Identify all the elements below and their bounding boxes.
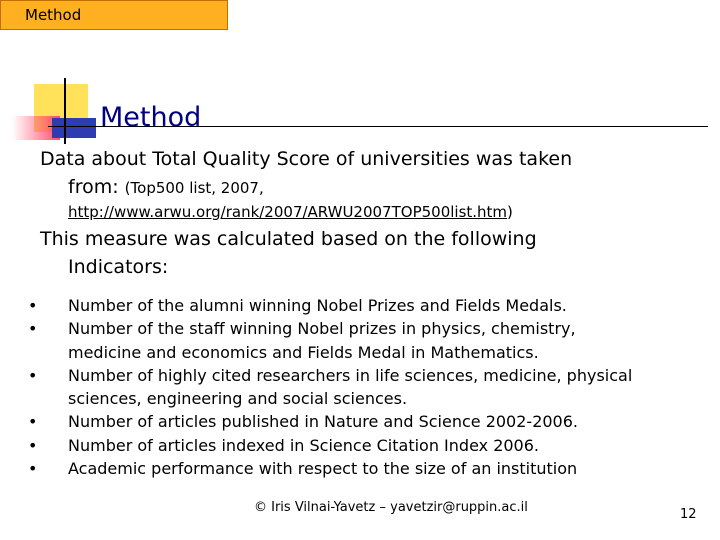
bullet-icon: • [28, 412, 38, 432]
source-url-suffix: ) [507, 203, 513, 221]
decorative-vertical-line [64, 78, 66, 144]
indicator-line: Number of highly cited researchers in life sciences, medicine, physical [68, 365, 633, 385]
indicator-item [28, 294, 718, 317]
indicator-line: Number of articles published in Nature and Science 2002-2006. [68, 412, 578, 432]
indicator-item [28, 364, 718, 411]
intro-line-2 [68, 176, 264, 198]
bullet-icon: • [28, 459, 38, 479]
bullet-icon: • [28, 365, 38, 385]
bullet-icon: • [28, 319, 38, 339]
section-tag: Method [0, 0, 228, 30]
decorative-blue-bar [52, 118, 96, 138]
indicator-item [28, 457, 718, 480]
bullet-icon: • [28, 296, 38, 315]
intro-line-1: Data about Total Quality Score of universities was taken [40, 148, 573, 170]
indicator-line: Number of the staff winning Nobel prizes in physics, chemistry, [68, 319, 576, 339]
measure-line-2: Indicators: [68, 256, 169, 278]
indicator-item [28, 410, 718, 433]
indicator-line: Number of articles indexed in Science Citation Index 2006. [68, 435, 539, 455]
intro-from: from: [68, 176, 119, 198]
footer-credit: © Iris Vilnai-Yavetz – yavetzir@ruppin.ac.il [254, 500, 528, 515]
indicator-line: Academic performance with respect to the size of an institution [68, 459, 578, 479]
indicator-line: sciences, engineering and social sciences. [68, 389, 408, 409]
indicator-line: medicine and economics and Fields Medal in Mathematics. [68, 342, 539, 362]
indicator-line: Number of the alumni winning Nobel Prizes and Fields Medals. [68, 296, 567, 315]
page-number: 12 [680, 507, 697, 522]
slide-title: Method [100, 102, 202, 133]
bullet-icon: • [28, 435, 38, 455]
source-url-line [68, 203, 513, 221]
indicator-item [28, 317, 718, 364]
indicator-list [28, 294, 718, 480]
indicator-item [28, 434, 718, 457]
measure-line-1: This measure was calculated based on the following [40, 228, 537, 250]
source-url-link[interactable]: http://www.arwu.org/rank/2007/ARWU2007TOP500list.htm [68, 203, 508, 221]
intro-source: (Top500 list, 2007, [124, 179, 264, 197]
